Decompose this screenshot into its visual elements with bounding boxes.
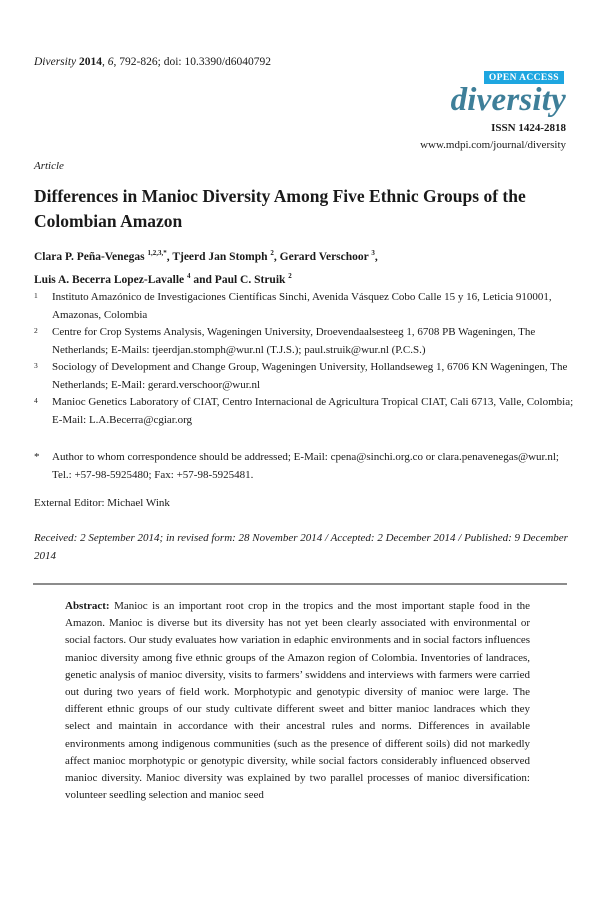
- author: Paul C. Struik: [214, 274, 286, 286]
- journal-url[interactable]: www.mdpi.com/journal/diversity: [420, 139, 566, 151]
- journal-name: Diversity: [34, 56, 77, 68]
- open-access-badge: OPEN ACCESS: [484, 71, 564, 84]
- journal-logo: diversity: [450, 82, 566, 118]
- abstract-text: Manioc is an important root crop in the tropics and the most important staple food in the Amazon. Manioc is diverse but its diversity has not yet been clearly associated with environmental or social factors. Our study evaluates how variation in edaphic environments and in social factors influences manioc diversity among five ethnic groups of the Amazon region of Colombia. Inventories of landraces, genetic analysis of manioc diversity, visits to farmers’ swiddens and interviews with farmers were carried out during two years of field work. Morphotypic and genotypic diversity of manioc were large. The different ethnic groups of our study cultivate different sweet and bitter manioc landraces which they select and maintain in accordance with their ancestral rules and norms. Differences in available environments among indigenous communities (such as the presence of different soils) did not markedly affect manioc morphotypic or genotypic diversity, while social factors considerably influenced observed manioc diversity. Manioc diversity was explained by two parallel processes of manioc diversification: volunteer seedling selection and manioc seed: [65, 600, 531, 802]
- issn: ISSN 1424-2818: [491, 122, 566, 134]
- affiliation-text: Manioc Genetics Laboratory of CIAT, Centro Internacional de Agricultura Tropical CIAT, Cali 6713, Valle, Colombia; E-Mail: L.A.Becerra@cgiar.org: [52, 396, 574, 426]
- author: Luis A. Becerra Lopez-Lavalle: [34, 274, 185, 286]
- affiliation-number: 3: [34, 361, 38, 370]
- author: Clara P. Peña-Venegas: [34, 251, 145, 263]
- author-affil: 1,2,3,*: [147, 249, 167, 257]
- affiliation: [34, 394, 574, 429]
- affiliation-list: [34, 289, 574, 429]
- affiliation-number: 1: [34, 291, 38, 300]
- doi[interactable]: doi: 10.3390/d6040792: [163, 56, 272, 68]
- paper-title: Differences in Manioc Diversity Among Five Ethnic Groups of the Colombian Amazon: [34, 186, 526, 231]
- author-affil: 2: [288, 272, 292, 280]
- affiliation-number: 4: [34, 396, 38, 405]
- author-list: Clara P. Peña-Venegas $^{1,2,3,*}$, Tjeerd Jan Stomph $^2$, Gerard Verschoor $^3$, Luis A. Becerra Lopez-Lavalle $^4$ and Paul C. Struik $^2$: [34, 249, 378, 286]
- year: 2014: [79, 56, 103, 68]
- section-divider: [33, 583, 567, 585]
- author: Tjeerd Jan Stomph: [172, 251, 268, 263]
- correspondence-text: Author to whom correspondence should be addressed; E-Mail: cpena@sinchi.org.co or clara.penavenegas@wur.nl; Tel.: +57-98-5925480; Fax: +57-98-5925481.: [52, 451, 559, 481]
- affiliation: [34, 359, 574, 394]
- affiliation-text: Centre for Crop Systems Analysis, Wageningen University, Droevendaalsesteeg 1, 6708 PB Wageningen, The Netherlands; E-Mails: tjeerdjan.stomph@wur.nl (T.J.S.); paul.struik@wur.nl (P.C.S.): [52, 326, 536, 356]
- citation-line: Diversity 2014, 6, 792-826; doi: 10.3390/d6040792: [34, 56, 272, 68]
- abstract-label: Abstract:: [65, 600, 110, 612]
- affiliation: [34, 324, 574, 359]
- affiliation-number: 2: [34, 326, 38, 335]
- correspondence-note: [34, 449, 574, 484]
- author-affil: 2: [270, 249, 274, 257]
- abstract: [65, 598, 530, 804]
- affiliation-text: Instituto Amazónico de Investigaciones Científicas Sinchi, Avenida Vásquez Cobo Calle 15 y 16, Leticia 910001, Amazonas, Colombia: [52, 291, 552, 321]
- author-affil: 4: [187, 272, 191, 280]
- author: Gerard Verschoor: [279, 251, 369, 263]
- author-affil: 3: [371, 249, 375, 257]
- affiliation: [34, 289, 574, 324]
- asterisk-mark: *: [34, 451, 40, 463]
- external-editor: External Editor: Michael Wink: [34, 497, 170, 509]
- correspondence: [34, 449, 574, 484]
- publication-dates: Received: 2 September 2014; in revised form: 28 November 2014 / Accepted: 2 December 2014 / Published: 9 December 2014: [34, 532, 568, 562]
- volume: 6: [107, 56, 114, 68]
- article-type: Article: [34, 160, 64, 172]
- pages: 792-826: [119, 56, 158, 68]
- affiliation-text: Sociology of Development and Change Group, Wageningen University, Hollandseweg 1, 6706 KN Wageningen, The Netherlands; E-Mail: gerard.verschoor@wur.nl: [52, 361, 568, 391]
